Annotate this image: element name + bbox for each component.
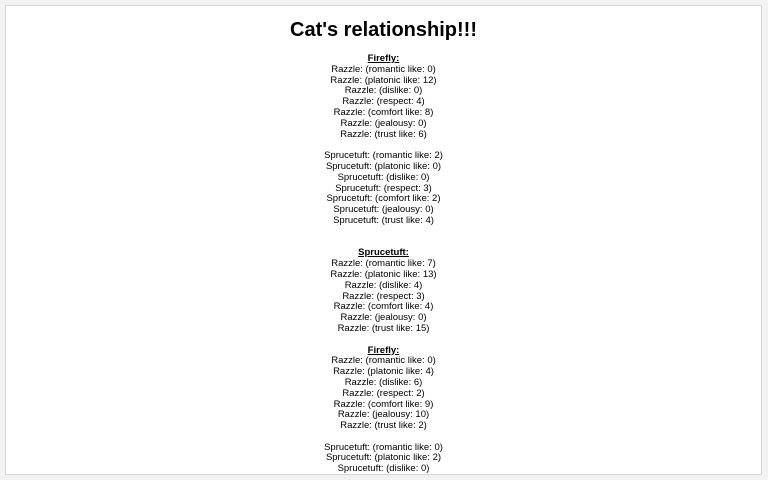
relationship-line: Razzle: (comfort like: 8) — [333, 106, 434, 118]
relationship-line: Razzle: (trust like: 2) — [340, 420, 427, 432]
relationship-line: Sprucetuft: (comfort like: 2) — [326, 193, 441, 205]
relationship-line: Sprucetuft: (respect: 3) — [335, 182, 432, 194]
relationship-line: Razzle: (jealousy: 0) — [340, 117, 427, 129]
relationship-line: Razzle: (respect: 3) — [342, 290, 425, 302]
relationship-line: Razzle: (trust like: 6) — [340, 128, 427, 140]
relationship-section — [6, 54, 761, 227]
relationship-line: Razzle: (romantic like: 7) — [331, 258, 436, 270]
cat-name-heading: Sprucetuft: — [358, 247, 409, 259]
relationship-group — [6, 259, 761, 335]
relationship-line: Razzle: (platonic like: 4) — [333, 366, 434, 378]
relationship-content — [6, 54, 761, 475]
relationship-line: Sprucetuft: (platonic like: 0) — [325, 160, 442, 172]
relationship-line: Razzle: (dislike: 4) — [344, 279, 423, 291]
page-frame — [5, 5, 762, 475]
relationship-line: Razzle: (jealousy: 0) — [340, 312, 427, 324]
relationship-group — [6, 443, 761, 475]
section-spacer — [6, 335, 761, 346]
relationship-line: Razzle: (jealousy: 10) — [337, 409, 430, 421]
relationship-section — [6, 248, 761, 334]
relationship-line: Razzle: (platonic like: 12) — [330, 74, 437, 86]
relationship-line: Razzle: (romantic like: 0) — [331, 355, 436, 367]
relationship-line: Razzle: (respect: 2) — [342, 387, 425, 399]
cat-name-heading: Firefly: — [367, 53, 400, 64]
relationship-group — [6, 151, 761, 227]
relationship-line: Sprucetuft: (jealousy: 0) — [333, 204, 434, 216]
relationship-line: Razzle: (respect: 4) — [342, 96, 425, 108]
relationship-line: Sprucetuft: (dislike: 0) — [337, 463, 430, 475]
section-spacer — [6, 227, 761, 249]
relationship-group — [6, 356, 761, 432]
relationship-line: Razzle: (trust like: 15) — [337, 322, 430, 334]
relationship-line: Razzle: (dislike: 6) — [344, 376, 423, 388]
relationship-line: Sprucetuft: (platonic like: 2) — [325, 452, 442, 464]
cat-name-heading: Firefly: — [367, 344, 400, 356]
relationship-line: Razzle: (comfort like: 4) — [333, 301, 434, 313]
relationship-line: Sprucetuft: (dislike: 0) — [337, 171, 430, 183]
relationship-group — [6, 65, 761, 141]
relationship-line: Razzle: (platonic like: 13) — [330, 268, 437, 280]
relationship-line: Sprucetuft: (romantic like: 0) — [324, 441, 443, 453]
relationship-line: Sprucetuft: (romantic like: 2) — [324, 150, 443, 162]
relationship-line: Razzle: (comfort like: 9) — [333, 398, 434, 410]
relationship-line: Razzle: (romantic like: 0) — [331, 63, 436, 75]
page-title: Cat's relationship!!! — [290, 19, 477, 41]
relationship-section — [6, 346, 761, 475]
relationship-line: Razzle: (dislike: 0) — [344, 85, 423, 97]
relationship-line: Sprucetuft: (trust like: 4) — [333, 214, 434, 226]
